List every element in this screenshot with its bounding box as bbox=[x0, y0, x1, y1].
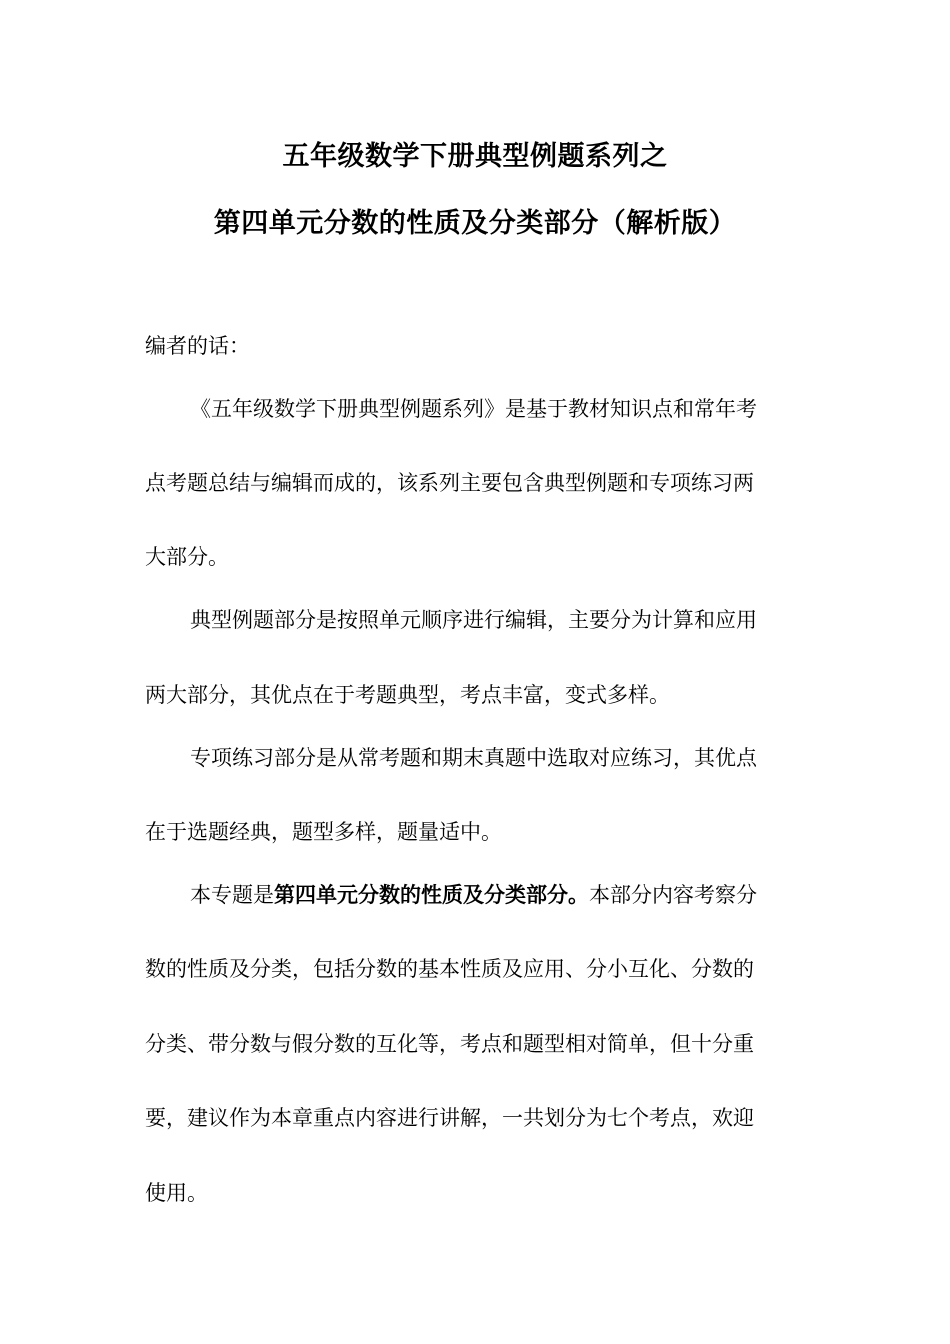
document-title-line-2: 第四单元分数的性质及分类部分（解析版） bbox=[213, 208, 737, 239]
paragraph-4-line-2: 数的性质及分类，包括分数的基本性质及应用、分小互化、分数的 bbox=[145, 957, 754, 981]
editor-heading: 编者的话： bbox=[145, 334, 250, 358]
document-title-line-1: 五年级数学下册典型例题系列之 bbox=[282, 141, 668, 172]
paragraph-4-line-5: 使用。 bbox=[145, 1181, 208, 1205]
paragraph-4-line-4: 要，建议作为本章重点内容进行讲解，一共划分为七个考点，欢迎 bbox=[145, 1106, 754, 1130]
paragraph-1-line-3: 大部分。 bbox=[145, 545, 229, 569]
paragraph-1-line-2: 点考题总结与编辑而成的，该系列主要包含典型例题和专项练习两 bbox=[145, 471, 754, 495]
paragraph-2-line-2: 两大部分，其优点在于考题典型，考点丰富，变式多样。 bbox=[145, 683, 670, 707]
paragraph-4-lead: 本专题是 bbox=[190, 883, 274, 907]
paragraph-4-bold-topic: 第四单元分数的性质及分类部分。 bbox=[274, 883, 589, 907]
paragraph-4-line-1 bbox=[190, 880, 757, 910]
paragraph-4-tail: 本部分内容考察分 bbox=[589, 883, 757, 907]
paragraph-2-line-1: 典型例题部分是按照单元顺序进行编辑，主要分为计算和应用 bbox=[190, 608, 757, 632]
paragraph-3-line-1: 专项练习部分是从常考题和期末真题中选取对应练习，其优点 bbox=[190, 746, 757, 770]
paragraph-3-line-2: 在于选题经典，题型多样，题量适中。 bbox=[145, 820, 502, 844]
paragraph-1-line-1: 《五年级数学下册典型例题系列》是基于教材知识点和常年考 bbox=[190, 397, 757, 421]
paragraph-4-line-3: 分类、带分数与假分数的互化等，考点和题型相对简单，但十分重 bbox=[145, 1032, 754, 1056]
